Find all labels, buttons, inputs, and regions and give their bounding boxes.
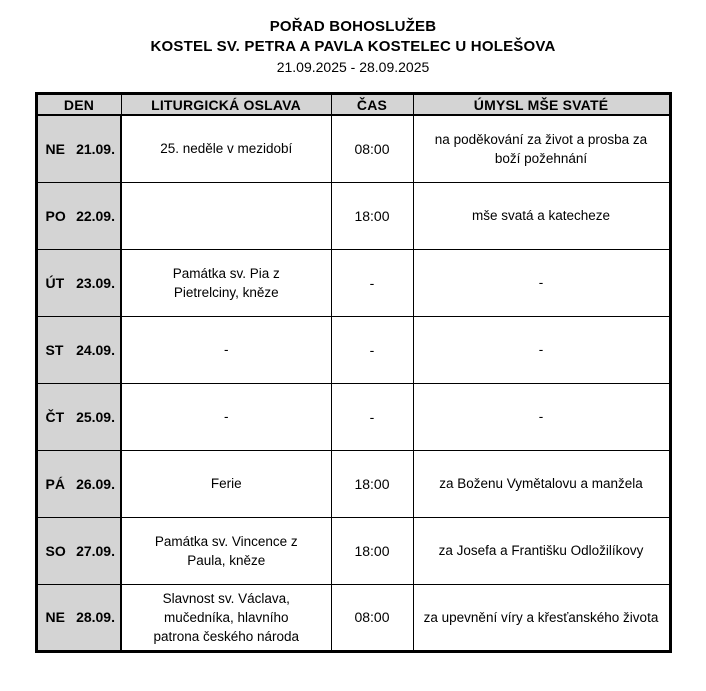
document-title: POŘAD BOHOSLUŽEB (269, 18, 437, 35)
day-date: 25.09. (76, 408, 115, 425)
day-date: 27.09. (76, 542, 115, 559)
intention-cell: za Josefa a Františku Odložilíkovy (413, 517, 670, 584)
time-cell: - (331, 249, 413, 316)
day-abbr: ST (45, 341, 64, 358)
day-inner (38, 208, 121, 224)
intention-cell: za upevnění víry a křesťanského života (413, 584, 670, 651)
table-row (36, 450, 670, 517)
day-date: 21.09. (76, 140, 115, 157)
table-row (36, 182, 670, 249)
day-date: 22.09. (76, 207, 115, 224)
column-header-liturgicka-oslava: LITURGICKÁ OSLAVA (121, 94, 331, 116)
time-cell: 18:00 (331, 182, 413, 249)
day-cell (36, 115, 121, 182)
table-row (36, 115, 670, 182)
intention-cell: - (413, 249, 670, 316)
intention-cell: - (413, 383, 670, 450)
day-date: 23.09. (76, 274, 115, 291)
day-cell (36, 249, 121, 316)
church-name: KOSTEL SV. PETRA A PAVLA KOSTELEC U HOLEŠOVA (150, 38, 556, 55)
day-cell (36, 182, 121, 249)
time-cell: - (331, 316, 413, 383)
column-header-umysl-mse-svate: ÚMYSL MŠE SVATÉ (413, 94, 670, 116)
schedule-table (35, 92, 672, 653)
day-cell (36, 383, 121, 450)
day-abbr: PÁ (45, 475, 65, 492)
intention-cell: - (413, 316, 670, 383)
table-header-row (36, 94, 670, 116)
column-header-cas: ČAS (331, 94, 413, 116)
intention-cell: za Boženu Vymětalovu a manžela (413, 450, 670, 517)
celebration-cell (121, 182, 331, 249)
day-abbr: NE (45, 140, 65, 157)
day-abbr: ČT (45, 408, 65, 425)
celebration-cell: 25. neděle v mezidobí (121, 115, 331, 182)
celebration-cell: - (121, 316, 331, 383)
intention-cell: na poděkování za život a prosba za boží požehnání (413, 115, 670, 182)
celebration-cell: Slavnost sv. Václava, mučedníka, hlavního patrona českého národa (121, 584, 331, 651)
day-date: 24.09. (76, 341, 115, 358)
day-inner (38, 609, 121, 625)
celebration-cell: Památka sv. Vincence z Paula, kněze (121, 517, 331, 584)
day-abbr: PO (45, 207, 66, 224)
day-abbr: NE (45, 609, 65, 625)
table-row (36, 584, 670, 651)
day-inner (38, 476, 121, 492)
day-cell (36, 517, 121, 584)
time-cell: 08:00 (331, 584, 413, 651)
day-inner (38, 543, 121, 559)
date-range: 21.09.2025 - 28.09.2025 (276, 59, 430, 75)
day-inner (38, 275, 121, 291)
day-inner (38, 342, 121, 358)
time-cell: 18:00 (331, 517, 413, 584)
time-cell: 08:00 (331, 115, 413, 182)
day-date: 26.09. (76, 475, 115, 492)
column-header-den: DEN (36, 94, 121, 116)
day-abbr: ÚT (45, 274, 65, 291)
day-cell (36, 316, 121, 383)
day-inner (38, 141, 121, 157)
table-row (36, 517, 670, 584)
time-cell: - (331, 383, 413, 450)
intention-cell: mše svatá a katecheze (413, 182, 670, 249)
table-row (36, 249, 670, 316)
table-row (36, 316, 670, 383)
document-header (0, 0, 706, 77)
day-date: 28.09. (76, 609, 115, 625)
day-abbr: SO (45, 542, 66, 559)
table-row (36, 383, 670, 450)
day-inner (38, 409, 121, 425)
day-cell (36, 584, 121, 651)
celebration-cell: Památka sv. Pia z Pietrelciny, kněze (121, 249, 331, 316)
time-cell: 18:00 (331, 450, 413, 517)
celebration-cell: Ferie (121, 450, 331, 517)
day-cell (36, 450, 121, 517)
celebration-cell: - (121, 383, 331, 450)
